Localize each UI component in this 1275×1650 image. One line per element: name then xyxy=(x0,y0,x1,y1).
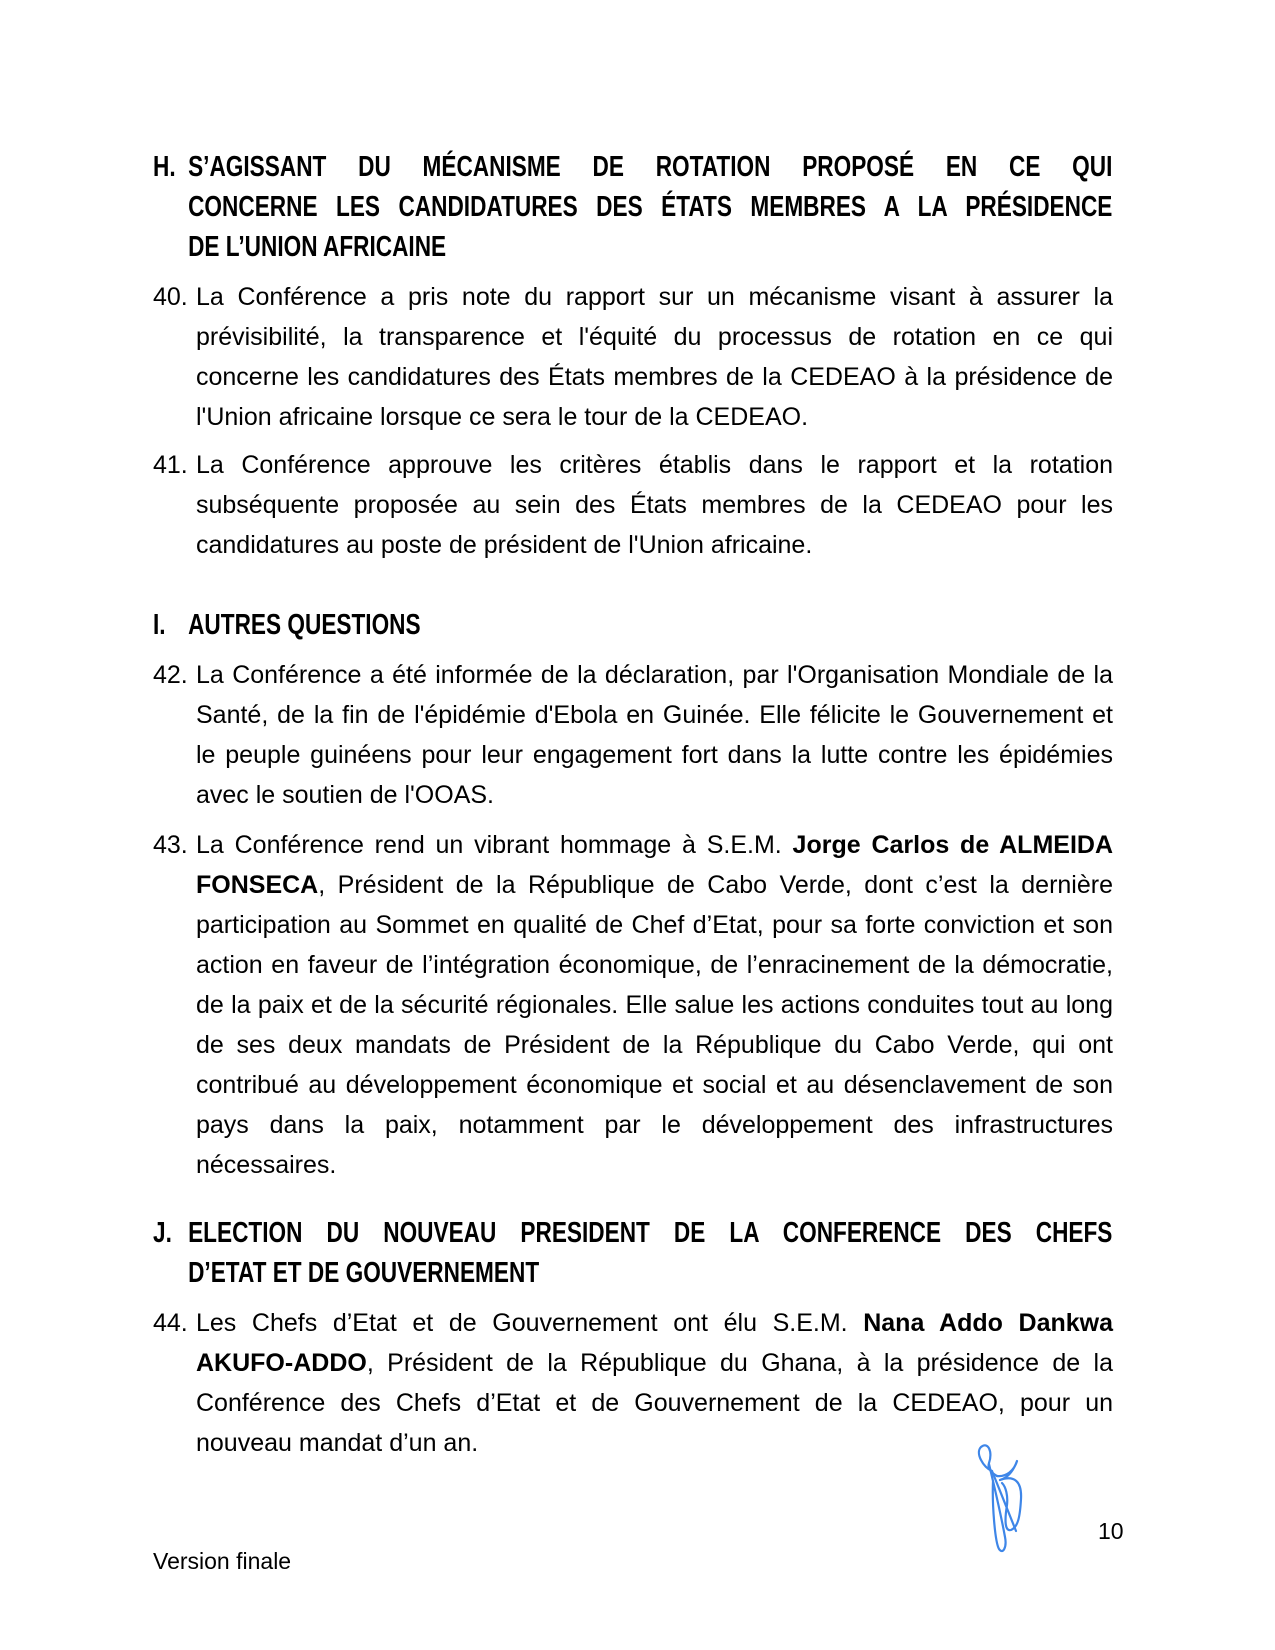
paragraph-41 xyxy=(153,445,1113,565)
paragraph-text xyxy=(196,655,1113,815)
person-name-bold: Jorge Carlos de ALMEIDA FONSECA xyxy=(196,831,1114,899)
text-run: , Président de la République de Cabo Verde, dont c’est la dernière participation au Sommet en qualité de Chef d’Etat, pour sa forte conviction et son action en faveur de l’intégration économique, de l’enracinement de la démocratie, de la paix et de la sécurité régionales. Elle salue les actions conduites tout au long de ses deux mandats de Président de la République du Cabo Verde, qui ont contribué au développement économique et social et au désenclavement de son pays dans la paix, notamment par le développement des infrastructures nécessaires. xyxy=(196,871,1113,1179)
text-run: La Conférence a été informée de la déclaration, par l'Organisation Mondiale de la Santé, de la fin de l'épidémie d'Ebola en Guinée. Elle félicite le Gouvernement et le peuple guinéens pour leur engagement fort dans la lutte contre les épidémies avec le soutien de l'OOAS. xyxy=(196,661,1113,809)
text-run: Les Chefs d’Etat et de Gouvernement ont élu S.E.M. xyxy=(196,1309,864,1337)
text-run: , Président de la République du Ghana, à la présidence de la Conférence des Chefs d’Etat et de Gouvernement de la CEDEAO, pour un nouveau mandat d’un an. xyxy=(196,1349,1113,1457)
paragraph-42 xyxy=(153,655,1113,815)
document-body xyxy=(153,0,1113,1650)
section-label: J. xyxy=(153,1217,172,1249)
paragraph-text xyxy=(196,1303,1113,1463)
heading-line: S’AGISSANT DU MÉCANISME DE ROTATION PROPOSÉ EN CE QUI xyxy=(188,151,1113,183)
paragraph-text xyxy=(196,825,1113,1185)
signature-stroke xyxy=(997,1461,1017,1480)
section-heading-j xyxy=(153,1213,1112,1293)
section-heading-h xyxy=(153,147,1112,267)
paragraph-number: 42. xyxy=(153,661,188,689)
signature-ink xyxy=(973,1443,1035,1561)
paragraph-number: 44. xyxy=(153,1309,188,1337)
page-number: 10 xyxy=(1098,1518,1124,1544)
heading-line: CONCERNE LES CANDIDATURES DES ÉTATS MEMBRES A LA PRÉSIDENCE xyxy=(188,191,1113,223)
heading-line: ELECTION DU NOUVEAU PRESIDENT DE LA CONFERENCE DES CHEFS xyxy=(188,1217,1113,1249)
paragraph-number: 40. xyxy=(153,283,188,311)
signature-stroke xyxy=(979,1445,997,1476)
text-run: La Conférence a pris note du rapport sur un mécanisme visant à assurer la prévisibilité, la transparence et l'équité du processus de rotation en ce qui concerne les candidatures des États membres de la CEDEAO à la présidence de l'Union africaine lorsque ce sera le tour de la CEDEAO. xyxy=(196,283,1113,431)
paragraph-text xyxy=(196,445,1113,565)
paragraph-43 xyxy=(153,825,1113,1185)
paragraph-44 xyxy=(153,1303,1113,1463)
section-label: H. xyxy=(153,151,176,183)
text-run: La Conférence approuve les critères établis dans le rapport et la rotation subséquente proposée au sein des États membres de la CEDEAO pour les candidatures au poste de président de l'Union africaine. xyxy=(196,451,1113,559)
paragraph-number: 43. xyxy=(153,831,188,859)
heading-line: AUTRES QUESTIONS xyxy=(188,609,421,641)
paragraph-text xyxy=(196,277,1113,437)
heading-line: D’ETAT ET DE GOUVERNEMENT xyxy=(188,1257,540,1289)
section-label: I. xyxy=(153,609,166,641)
paragraph-40 xyxy=(153,277,1113,437)
person-name-bold: Nana Addo Dankwa AKUFO-ADDO xyxy=(196,1309,1113,1377)
text-run: La Conférence rend un vibrant hommage à S.E.M. xyxy=(196,831,793,859)
signature-stroke xyxy=(992,1471,1016,1531)
heading-line: DE L’UNION AFRICAINE xyxy=(188,231,447,263)
paragraph-number: 41. xyxy=(153,451,188,479)
footer-version-label: Version finale xyxy=(153,1548,292,1574)
section-heading-i xyxy=(153,605,1112,645)
